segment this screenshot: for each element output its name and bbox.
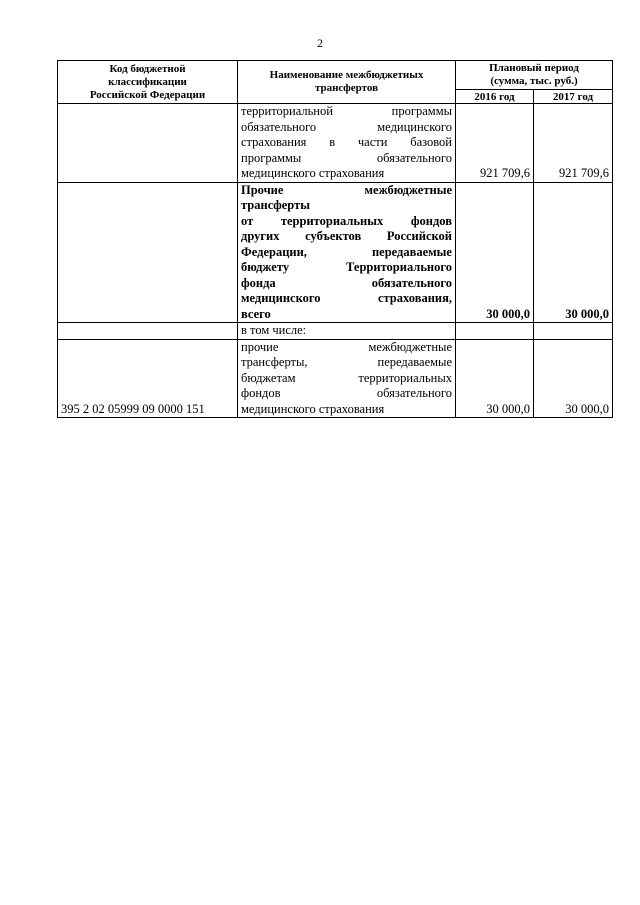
table-row — [58, 339, 613, 418]
row-name: в том числе: — [238, 323, 456, 340]
row-value-2016 — [456, 323, 534, 340]
header-year-2016: 2016 год — [456, 90, 534, 104]
row-value-2017: 30 000,0 — [534, 182, 613, 323]
row-name: прочие межбюджетные трансферты, передаваемые бюджетам территориальных фондов обязательного медицинского страхования — [238, 339, 456, 418]
page-number: 2 — [317, 36, 323, 50]
header-plan-period: Плановый период (сумма, тыс. руб.) — [456, 61, 613, 90]
table-row — [58, 104, 613, 183]
row-name: территориальной программы обязательного медицинского страхования в части базовой программы обязательного медицинского страхования — [238, 104, 456, 183]
row-value-2017 — [534, 323, 613, 340]
table-row — [58, 323, 613, 340]
transfers-table — [57, 60, 613, 418]
row-code — [58, 182, 238, 323]
header-code: Код бюджетной классификации Российской Федерации — [58, 61, 238, 104]
row-value-2016: 921 709,6 — [456, 104, 534, 183]
row-value-2016: 30 000,0 — [456, 339, 534, 418]
header-year-2017: 2017 год — [534, 90, 613, 104]
row-value-2016: 30 000,0 — [456, 182, 534, 323]
row-value-2017: 30 000,0 — [534, 339, 613, 418]
header-name: Наименование межбюджетных трансфертов — [238, 61, 456, 104]
row-code — [58, 323, 238, 340]
row-value-2017: 921 709,6 — [534, 104, 613, 183]
row-name: Прочие межбюджетные трансферты от территориальных фондов других субъектов Российской Федерации, передаваемые бюджету Территориального фонда обязательного медицинского страхования, всего — [238, 182, 456, 323]
table-row — [58, 182, 613, 323]
row-code — [58, 104, 238, 183]
row-code: 395 2 02 05999 09 0000 151 — [58, 339, 238, 418]
